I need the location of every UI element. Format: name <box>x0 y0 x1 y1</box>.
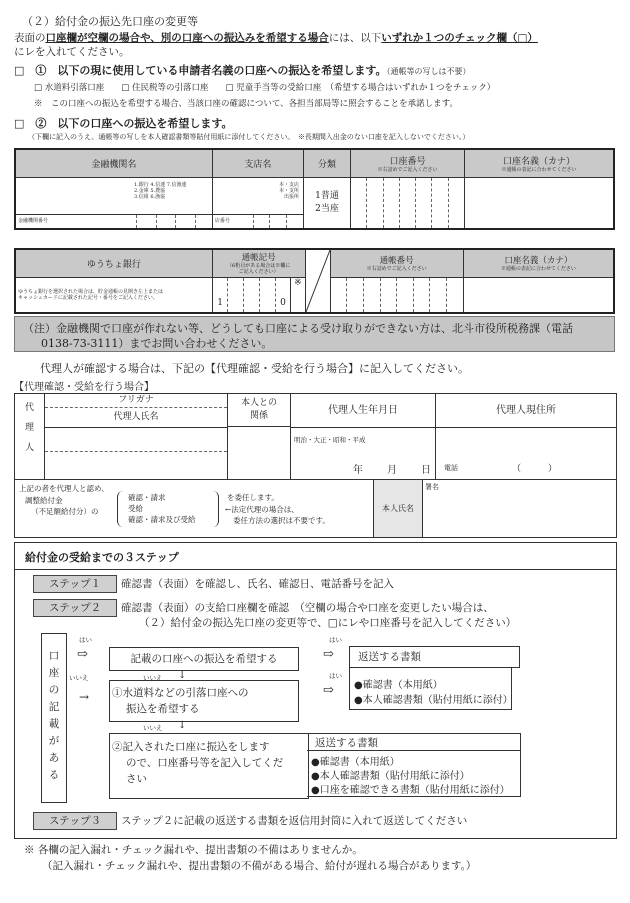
footer-line-2: （記入漏れ・チェック漏れや、提出書類の不備がある場合、給付が遅れる場合があります。） <box>42 860 477 872</box>
yucho-number-header: 通帳番号 ※右詰めでご記入ください <box>330 249 463 277</box>
yucho-holder-header: 口座名義（カナ） ※通帳の表記に合わせてください <box>463 249 614 277</box>
account-listed-label: 口 座 の 記 載 が あ る <box>41 633 67 803</box>
arrow-down-icon: ↓ <box>178 670 187 681</box>
furigana-header: フリガナ <box>45 394 227 408</box>
signature-input[interactable]: 署名 <box>425 483 439 491</box>
step3-label: ステップ３ <box>33 812 117 830</box>
principal-name-label: 本人氏名 <box>373 480 423 537</box>
type-header: 分類 <box>304 149 351 177</box>
bank-table <box>14 148 615 230</box>
bank-name-header: 金融機関名 <box>15 149 212 177</box>
flow-new-account: ②記入された口座に振込をします ので、口座番号等を記入してくだ さい <box>109 733 309 799</box>
option1-choices[interactable]: □ 水道料引落口座 □ 住民税等の引落口座 □ 児童手当等の受給口座 （希望する場合はいずれか１つをチェック） <box>34 83 496 93</box>
yucho-symbol-input[interactable]: 1 0 ※ <box>212 277 305 313</box>
steps-panel: 給付金の受給までの３ステップ ステップ１ 確認書（表面）を確認し、氏名、確認日、電話番号を記入 ステップ２ 確認書（表面）の支給口座欄を確認 （空欄の場合や口座を変更したい場合は、 （２）給付金の振込先口座の変更等で、□にレや口座番号を記入してください） 口 座 の 記 載 が あ る はい ⇨ 記載の口座への振込を希望する はい ⇨ 返送する書類 ●確認書（本用紙） ●本人確認書類（貼付用紙に添付） いいえ いいえ ↓ → ①水道料などの引落口座への 振込を希望する はい ⇨ いいえ ↓ ②記入された口座に振込をします ので、口座番号等を記入してくだ さい 返送する書類 ●確認書（本用紙） ●本人確認書類（貼付用紙に添付） ●口座を確認できる書類（貼付用紙に添付） ステップ３ ステップ２に記載の返送する書類を返信用封筒に入れて返送してください <box>14 542 617 839</box>
proxy-side-label: 代 理 人 <box>15 394 45 479</box>
type-select[interactable]: 1普通 2当座 <box>304 177 351 229</box>
yucho-note: ゆうちょ銀行を選択された場合は、貯金通帳の見開き左上または キャッシュカードに記載された記号・番号をご記入ください。 <box>15 277 212 313</box>
proxy-name-header: 代理人氏名 <box>45 407 227 428</box>
birth-input[interactable]: 明治・大正・昭和・平成 年 月 日 <box>294 436 431 476</box>
bank-code-row[interactable]: 金融機関番号 <box>16 214 212 228</box>
return-docs-b: ●確認書（本用紙） ●本人確認書類（貼付用紙に添付） ●口座を確認できる書類（貼付用紙に添付） <box>307 751 521 797</box>
bank-name-input[interactable]: 1.銀行 4.信連 7.信漁連 2.金庫 5.農協 3.信組 6.漁協 金融機関番号 <box>15 177 212 229</box>
delegation-text: 上記の者を代理人と認め、 調整給付金 （不足額給付分）の 確認・請求 受給 確認・請求及び受給 を委任します。 ←法定代理の場合は、 委任方法の選択は不要です。 <box>19 484 330 525</box>
option1-checkbox[interactable]: □ ① 以下の現に使用している申請者名義の口座への振込を希望します。（通帳等の写しは不要） <box>14 64 471 77</box>
arrow-down-icon: ↓ <box>178 720 187 731</box>
section-heading: （２）給付金の振込先口座の変更等 <box>22 15 198 28</box>
step1-text: 確認書（表面）を確認し、氏名、確認日、電話番号を記入 <box>121 578 394 590</box>
address-header: 代理人現住所 <box>436 394 616 428</box>
branch-code-row[interactable]: 店番号 <box>213 214 303 228</box>
step2-text-2: （２）給付金の振込先口座の変更等で、□にレや口座番号を記入してください） <box>139 617 517 629</box>
arrow-right-icon: → <box>79 690 90 704</box>
holder-header: 口座名義（カナ） ※通帳の表記に合わせてください <box>465 149 615 177</box>
proxy-form <box>14 393 617 538</box>
step2-text-1: 確認書（表面）の支給口座欄を確認 （空欄の場合や口座を変更したい場合は、 <box>121 602 494 614</box>
proxy-heading: 【代理確認・受給を行う場合】 <box>14 382 154 393</box>
option1-consent: ※ この口座への振込を希望する場合、当該口座の確認について、各担当部局等に照会することを承諾します。 <box>34 99 458 109</box>
birth-header: 代理人生年月日 <box>291 394 435 428</box>
address-input[interactable]: 電話 （ ） <box>444 464 558 474</box>
yucho-slash <box>305 249 330 313</box>
account-header: 口座番号 ※右詰めでご記入ください <box>351 149 465 177</box>
branch-input[interactable]: 本・支店 本・支所 出張所 店番号 <box>212 177 303 229</box>
intro-line-1: 表面の口座欄が空欄の場合や、別の口座への振込みを希望する場合には、以下いずれか１つのチェック欄（□） <box>14 32 538 44</box>
account-number-input[interactable] <box>351 177 465 229</box>
arrow-right-icon: ⇨ <box>77 647 88 662</box>
arrow-right-icon: ⇨ <box>323 647 334 662</box>
proxy-name-input[interactable] <box>45 451 227 479</box>
notice-box: （注）金融機関で口座が作れない等、どうしても口座による受け取りができない方は、北斗市役所税務課（電話 0138-73-3111）までお問い合わせください。 <box>14 316 615 352</box>
yucho-bank-name: ゆうちょ銀行 <box>15 249 212 277</box>
delegation-options[interactable]: 確認・請求 受給 確認・請求及び受給 <box>117 491 219 527</box>
footer-line-1: ※ 各欄の記入漏れ・チェック漏れや、提出書類の不備はありませんか。 <box>24 844 363 856</box>
arrow-right-icon: ⇨ <box>323 683 334 698</box>
relation-input[interactable] <box>228 427 290 479</box>
yucho-holder-input[interactable] <box>463 277 614 313</box>
steps-title: 給付金の受給までの３ステップ <box>25 551 179 564</box>
flow-withdrawal-account: ①水道料などの引落口座への 振込を希望する <box>109 680 299 722</box>
yucho-table <box>14 248 615 314</box>
yucho-symbol-header: 通帳記号 （6桁目がある場合は※欄に ご記入ください） <box>212 249 305 277</box>
return-docs-header-b: 返送する書類 <box>307 733 521 751</box>
furigana-input[interactable] <box>45 427 227 452</box>
step1-label: ステップ１ <box>33 575 117 593</box>
flow-registered-account: 記載の口座への振込を希望する <box>109 647 299 671</box>
branch-header: 支店名 <box>212 149 303 177</box>
return-docs-a: ●確認書（本用紙） ●本人確認書類（貼付用紙に添付） <box>349 667 512 710</box>
step2-label: ステップ２ <box>33 599 117 617</box>
holder-name-input[interactable] <box>465 177 615 229</box>
return-docs-header-a: 返送する書類 <box>349 646 520 668</box>
relation-header: 本人との 関係 <box>228 394 290 427</box>
yucho-number-input[interactable] <box>330 277 463 313</box>
step3-text: ステップ２に記載の返送する書類を返信用封筒に入れて返送してください <box>121 815 468 827</box>
option2-note: （下欄に記入のうえ、通帳等の写しを本人確認書類等貼付用紙に添付してください。 ※長期間入出金のない口座を記入しないでください。） <box>28 133 470 141</box>
proxy-intro: 代理人が確認する場合は、下記の【代理確認・受給を行う場合】に記入してください。 <box>40 362 469 375</box>
option2-checkbox[interactable]: □ ② 以下の口座への振込を希望します。 <box>14 117 233 130</box>
intro-line-2: にレを入れてください。 <box>14 46 130 58</box>
